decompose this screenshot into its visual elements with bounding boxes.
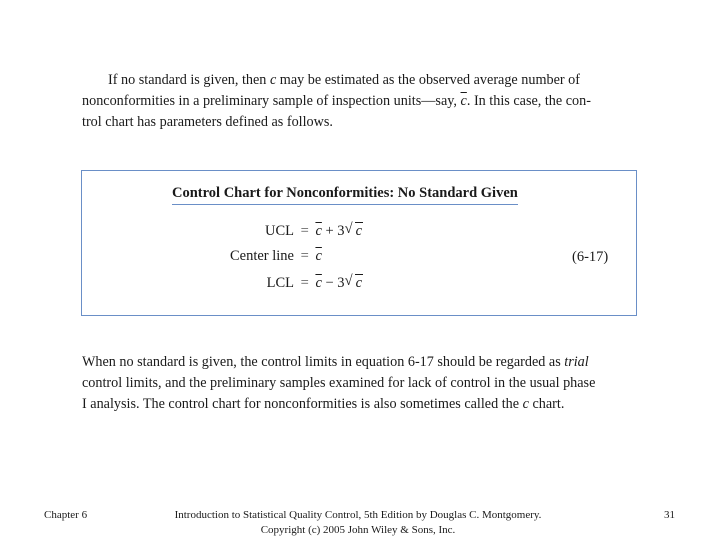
intro-text: If no standard is given, then <box>108 72 270 88</box>
intro-paragraph <box>82 70 642 133</box>
equation-number: (6-17) <box>572 249 609 265</box>
cbar-symbol: $\overline{c}$ <box>315 248 322 264</box>
lcl-label: LCL <box>266 275 294 291</box>
footer-chapter: Chapter 6 <box>44 509 88 521</box>
cbar-symbol: $\overline{c}$ <box>315 223 322 239</box>
intro-text: trol chart has parameters defined as follows. <box>82 114 333 130</box>
minus-three: − 3 <box>325 275 345 291</box>
sqrt-cbar <box>345 275 363 292</box>
equals-sign: = <box>300 248 309 264</box>
ucl-label: UCL <box>265 223 294 239</box>
cbar-symbol: c <box>355 275 362 291</box>
intro-text: nonconformities in a preliminary sample of inspection units—say, <box>82 93 461 109</box>
equals-sign: = <box>300 275 309 291</box>
plus-three: + 3 <box>325 223 345 239</box>
intro-text: . In this case, the con- <box>466 93 591 109</box>
box-title: Control Chart for Nonconformities: No Standard Given <box>172 185 518 205</box>
var-c: c <box>522 396 529 412</box>
sqrt-cbar <box>345 223 363 240</box>
italic-trial: trial <box>564 354 589 370</box>
radical-sign: √ <box>344 273 353 289</box>
cbar-symbol: $\overline{c}$ <box>315 275 322 291</box>
lcl-equation <box>212 275 363 292</box>
body-text: I analysis. The control chart for nonconformities is also sometimes called the <box>82 396 523 412</box>
body-text: control limits, and the preliminary samples examined for lack of control in the usual phase <box>82 375 596 391</box>
var-cbar: $\overline{c}$ <box>460 93 467 109</box>
cbar-symbol: c <box>355 223 362 239</box>
footer-citation <box>158 508 558 538</box>
center-line-equation <box>212 248 322 265</box>
formula-box <box>81 170 637 316</box>
copyright-line: Copyright (c) 2005 John Wiley & Sons, Inc. <box>260 524 456 536</box>
trial-limits-paragraph <box>82 352 642 415</box>
radical-sign: √ <box>344 221 353 237</box>
var-c: c <box>269 72 277 88</box>
ucl-equation <box>212 223 363 240</box>
center-line-label: Center line <box>229 248 294 264</box>
equals-sign: = <box>300 223 309 239</box>
body-text: chart. <box>528 396 565 412</box>
body-text: When no standard is given, the control limits in equation 6-17 should be regarded as <box>82 354 565 370</box>
citation-line: Introduction to Statistical Quality Control, 5th Edition by Douglas C. Montgomery. <box>174 509 542 521</box>
intro-text: may be estimated as the observed average number of <box>276 72 580 88</box>
footer-page-number: 31 <box>664 509 675 521</box>
